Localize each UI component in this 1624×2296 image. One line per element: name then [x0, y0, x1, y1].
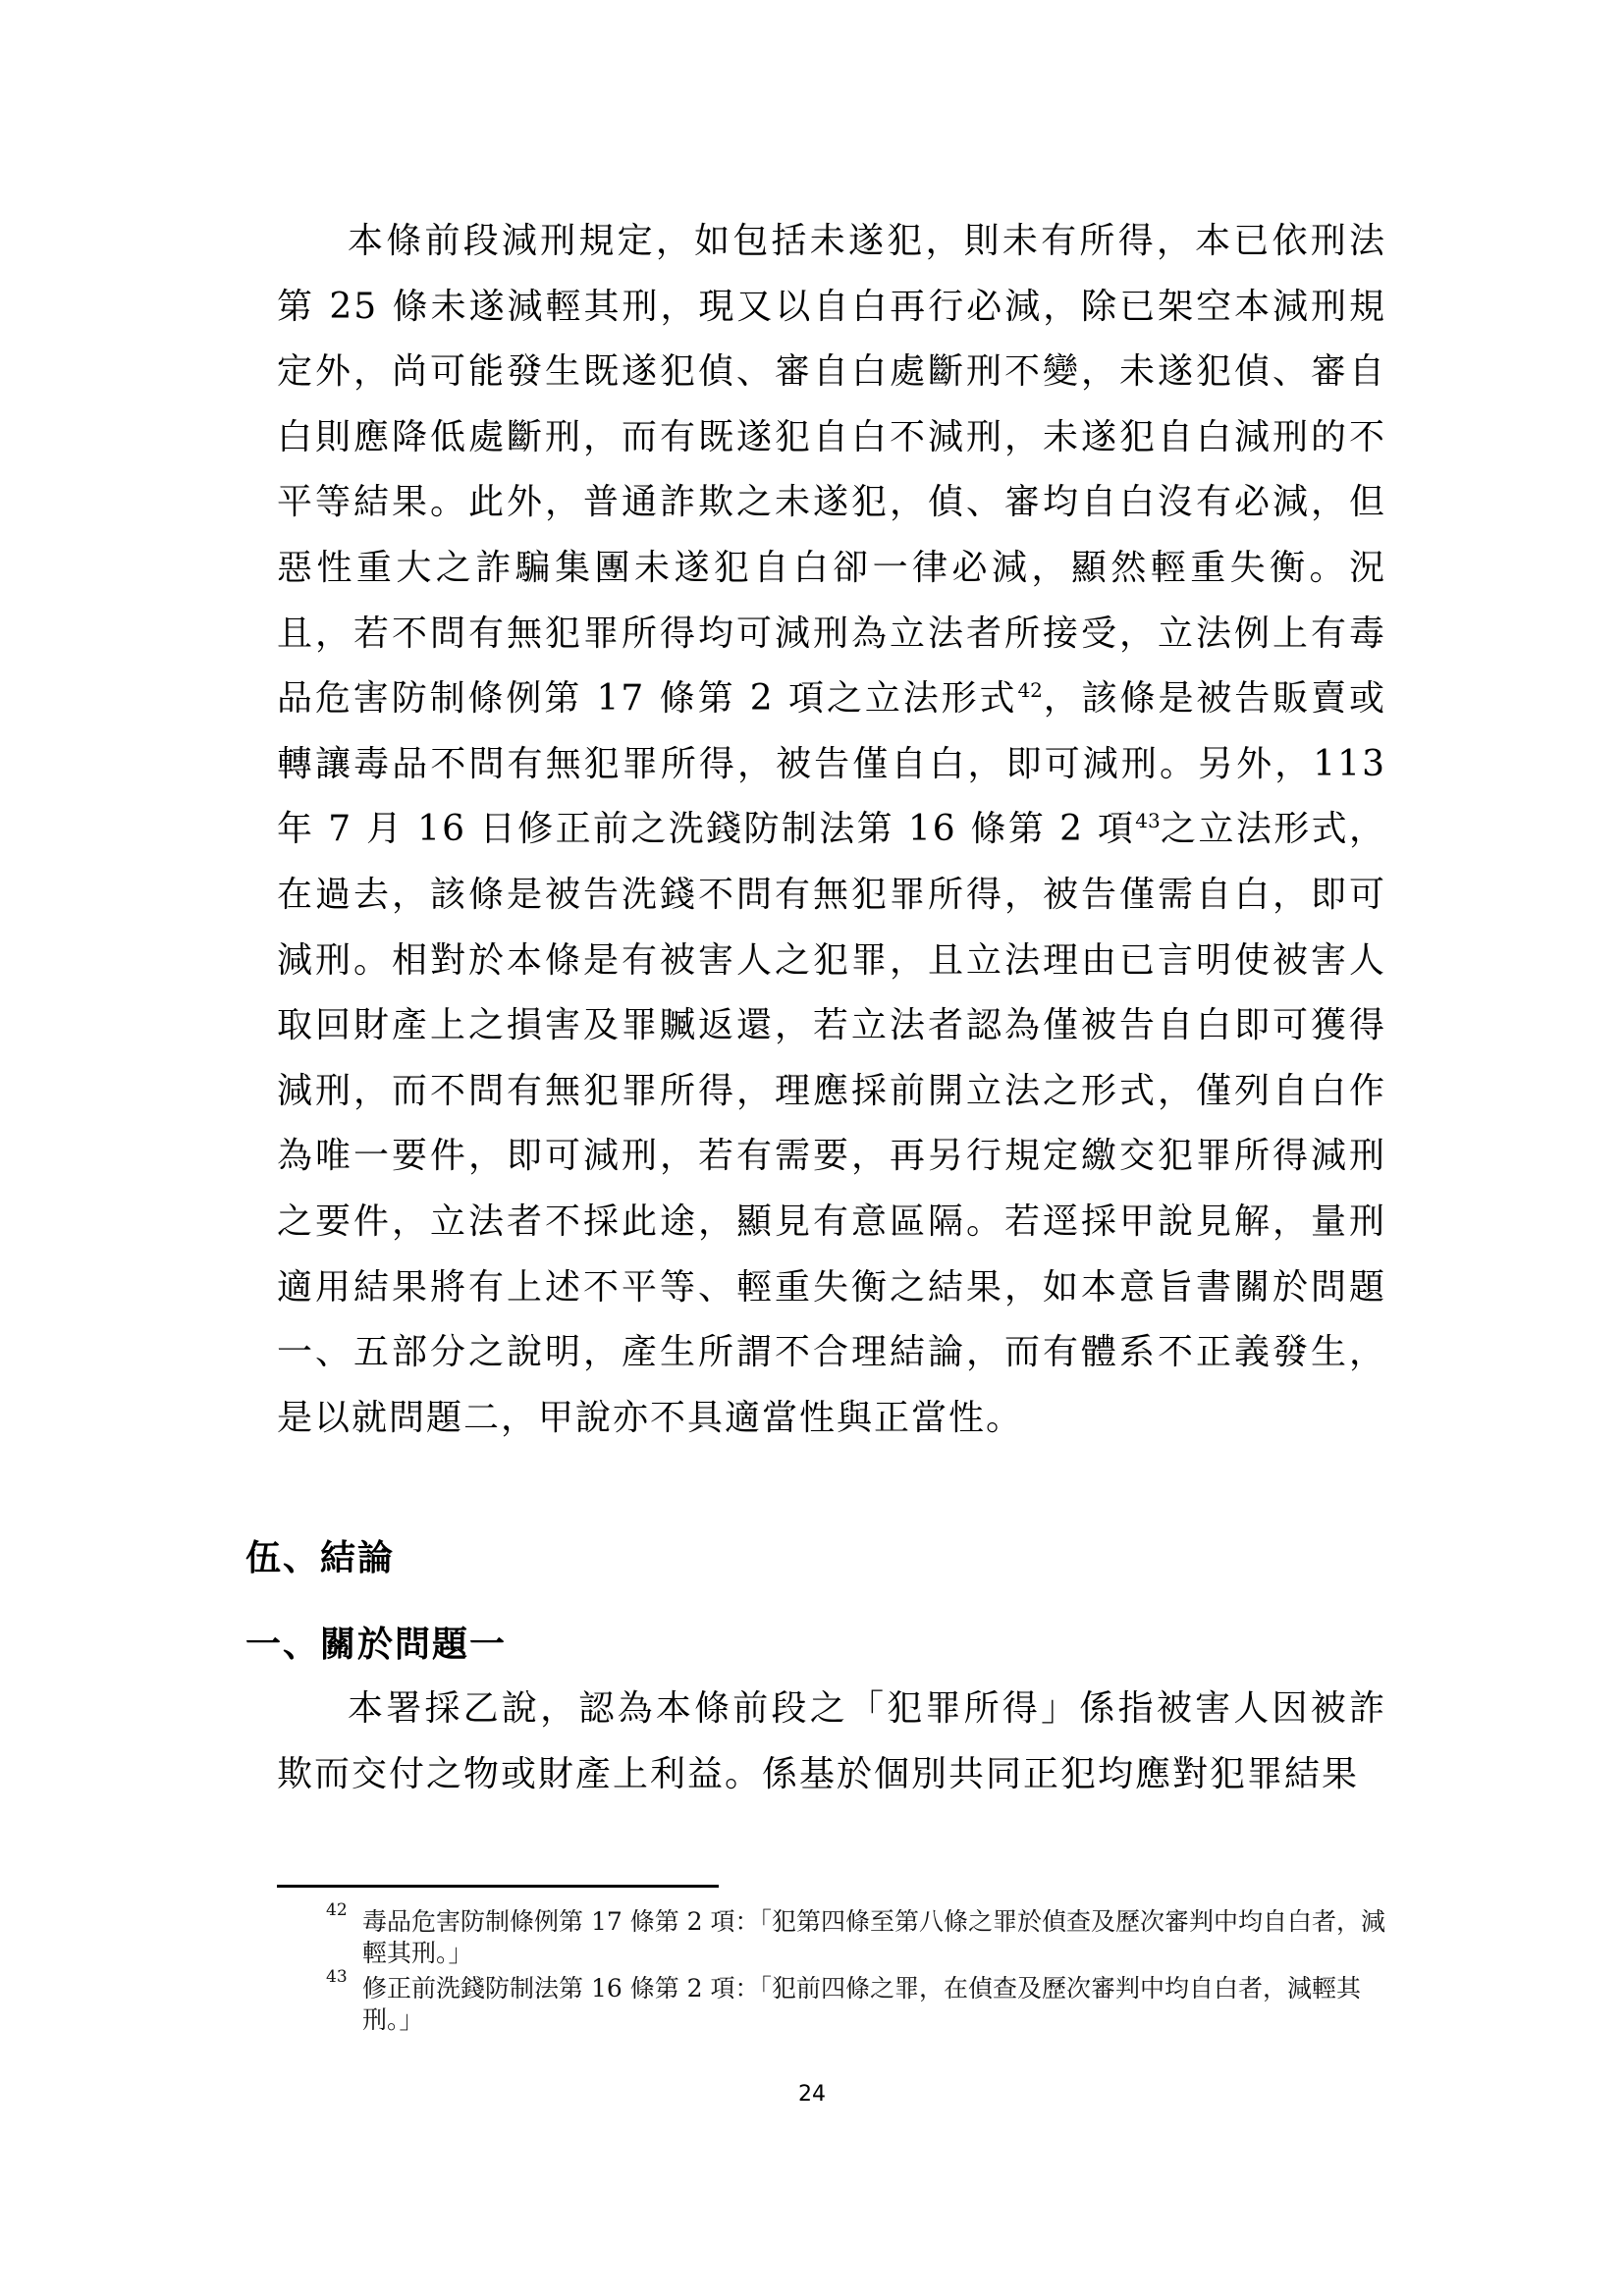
- footnote-number: 43: [326, 1967, 348, 1987]
- footnote: [277, 1967, 1386, 2036]
- footnote-reference[interactable]: 42: [1017, 678, 1043, 703]
- footnote-text: 修正前洗錢防制法第 16 條第 2 項：「犯前四條之罪，在偵查及歷次審判中均自白者，減輕其刑。」: [362, 1974, 1362, 2034]
- body-paragraph: 本署採乙說，認為本條前段之「犯罪所得」係指被害人因被詐欺而交付之物或財產上利益。係基於個別共同正犯均應對犯罪結果: [277, 1688, 1386, 1794]
- paragraph-text: ，該條是被告販賣或轉讓毒品不問有無犯罪所得，被告僅自白，即可減刑。另外，113 年 7 月 16 日修正前之洗錢防制法第 16 條第 2 項: [277, 678, 1386, 850]
- footnote: [277, 1900, 1386, 1969]
- page-number: 24: [798, 2082, 826, 2107]
- subsection-heading-question-1: 一、關於問題一: [245, 1624, 508, 1665]
- footnote-text: 毒品危害防制條例第 17 條第 2 項：「犯第四條至第八條之罪於偵查及歷次審判中均自白者，減輕其刑。」: [362, 1907, 1386, 1967]
- footnote-number: 42: [326, 1900, 348, 1920]
- footnote-reference[interactable]: 43: [1135, 809, 1161, 833]
- footnote-separator: [277, 1885, 719, 1888]
- section-heading-conclusion: 伍、結論: [245, 1537, 396, 1578]
- body-paragraph: [277, 209, 1386, 1524]
- paragraph-text: 之立法形式，在過去，該條是被告洗錢不問有無犯罪所得，被告僅需自白，即可減刑。相對於本條是有被害人之犯罪，且立法理由已言明使被害人取回財產上之損害及罪贓返還，若立法者認為僅被告自白即可獲得減刑，而不問有無犯罪所得，理應採前開立法之形式，僅列自白作為唯一要件，即可減刑，若有需要，再另行規定繳交犯罪所得減刑之要件，立法者不採此途，顯見有意區隔。若逕採甲說見解，量刑適用結果將有上述不平等、輕重失衡之結果，如本意旨書關於問題一、五部分之說明，產生所謂不合理結論，而有體系不正義發生，是以就問題二，甲說亦不具適當性與正當性。: [277, 809, 1386, 1438]
- paragraph-text: 本條前段減刑規定，如包括未遂犯，則未有所得，本已依刑法第 25 條未遂減輕其刑，現又以自白再行必減，除已架空本減刑規定外，尚可能發生既遂犯偵、審自白處斷刑不變，未遂犯偵、審自白則應降低處斷刑，而有既遂犯自白不減刑，未遂犯自白減刑的不平等結果。此外，普通詐欺之未遂犯，偵、審均自白沒有必減，但惡性重大之詐騙集團未遂犯自白卻一律必減，顯然輕重失衡。況且，若不問有無犯罪所得均可減刑為立法者所接受，立法例上有毒品危害防制條例第 17 條第 2 項之立法形式: [277, 221, 1386, 720]
